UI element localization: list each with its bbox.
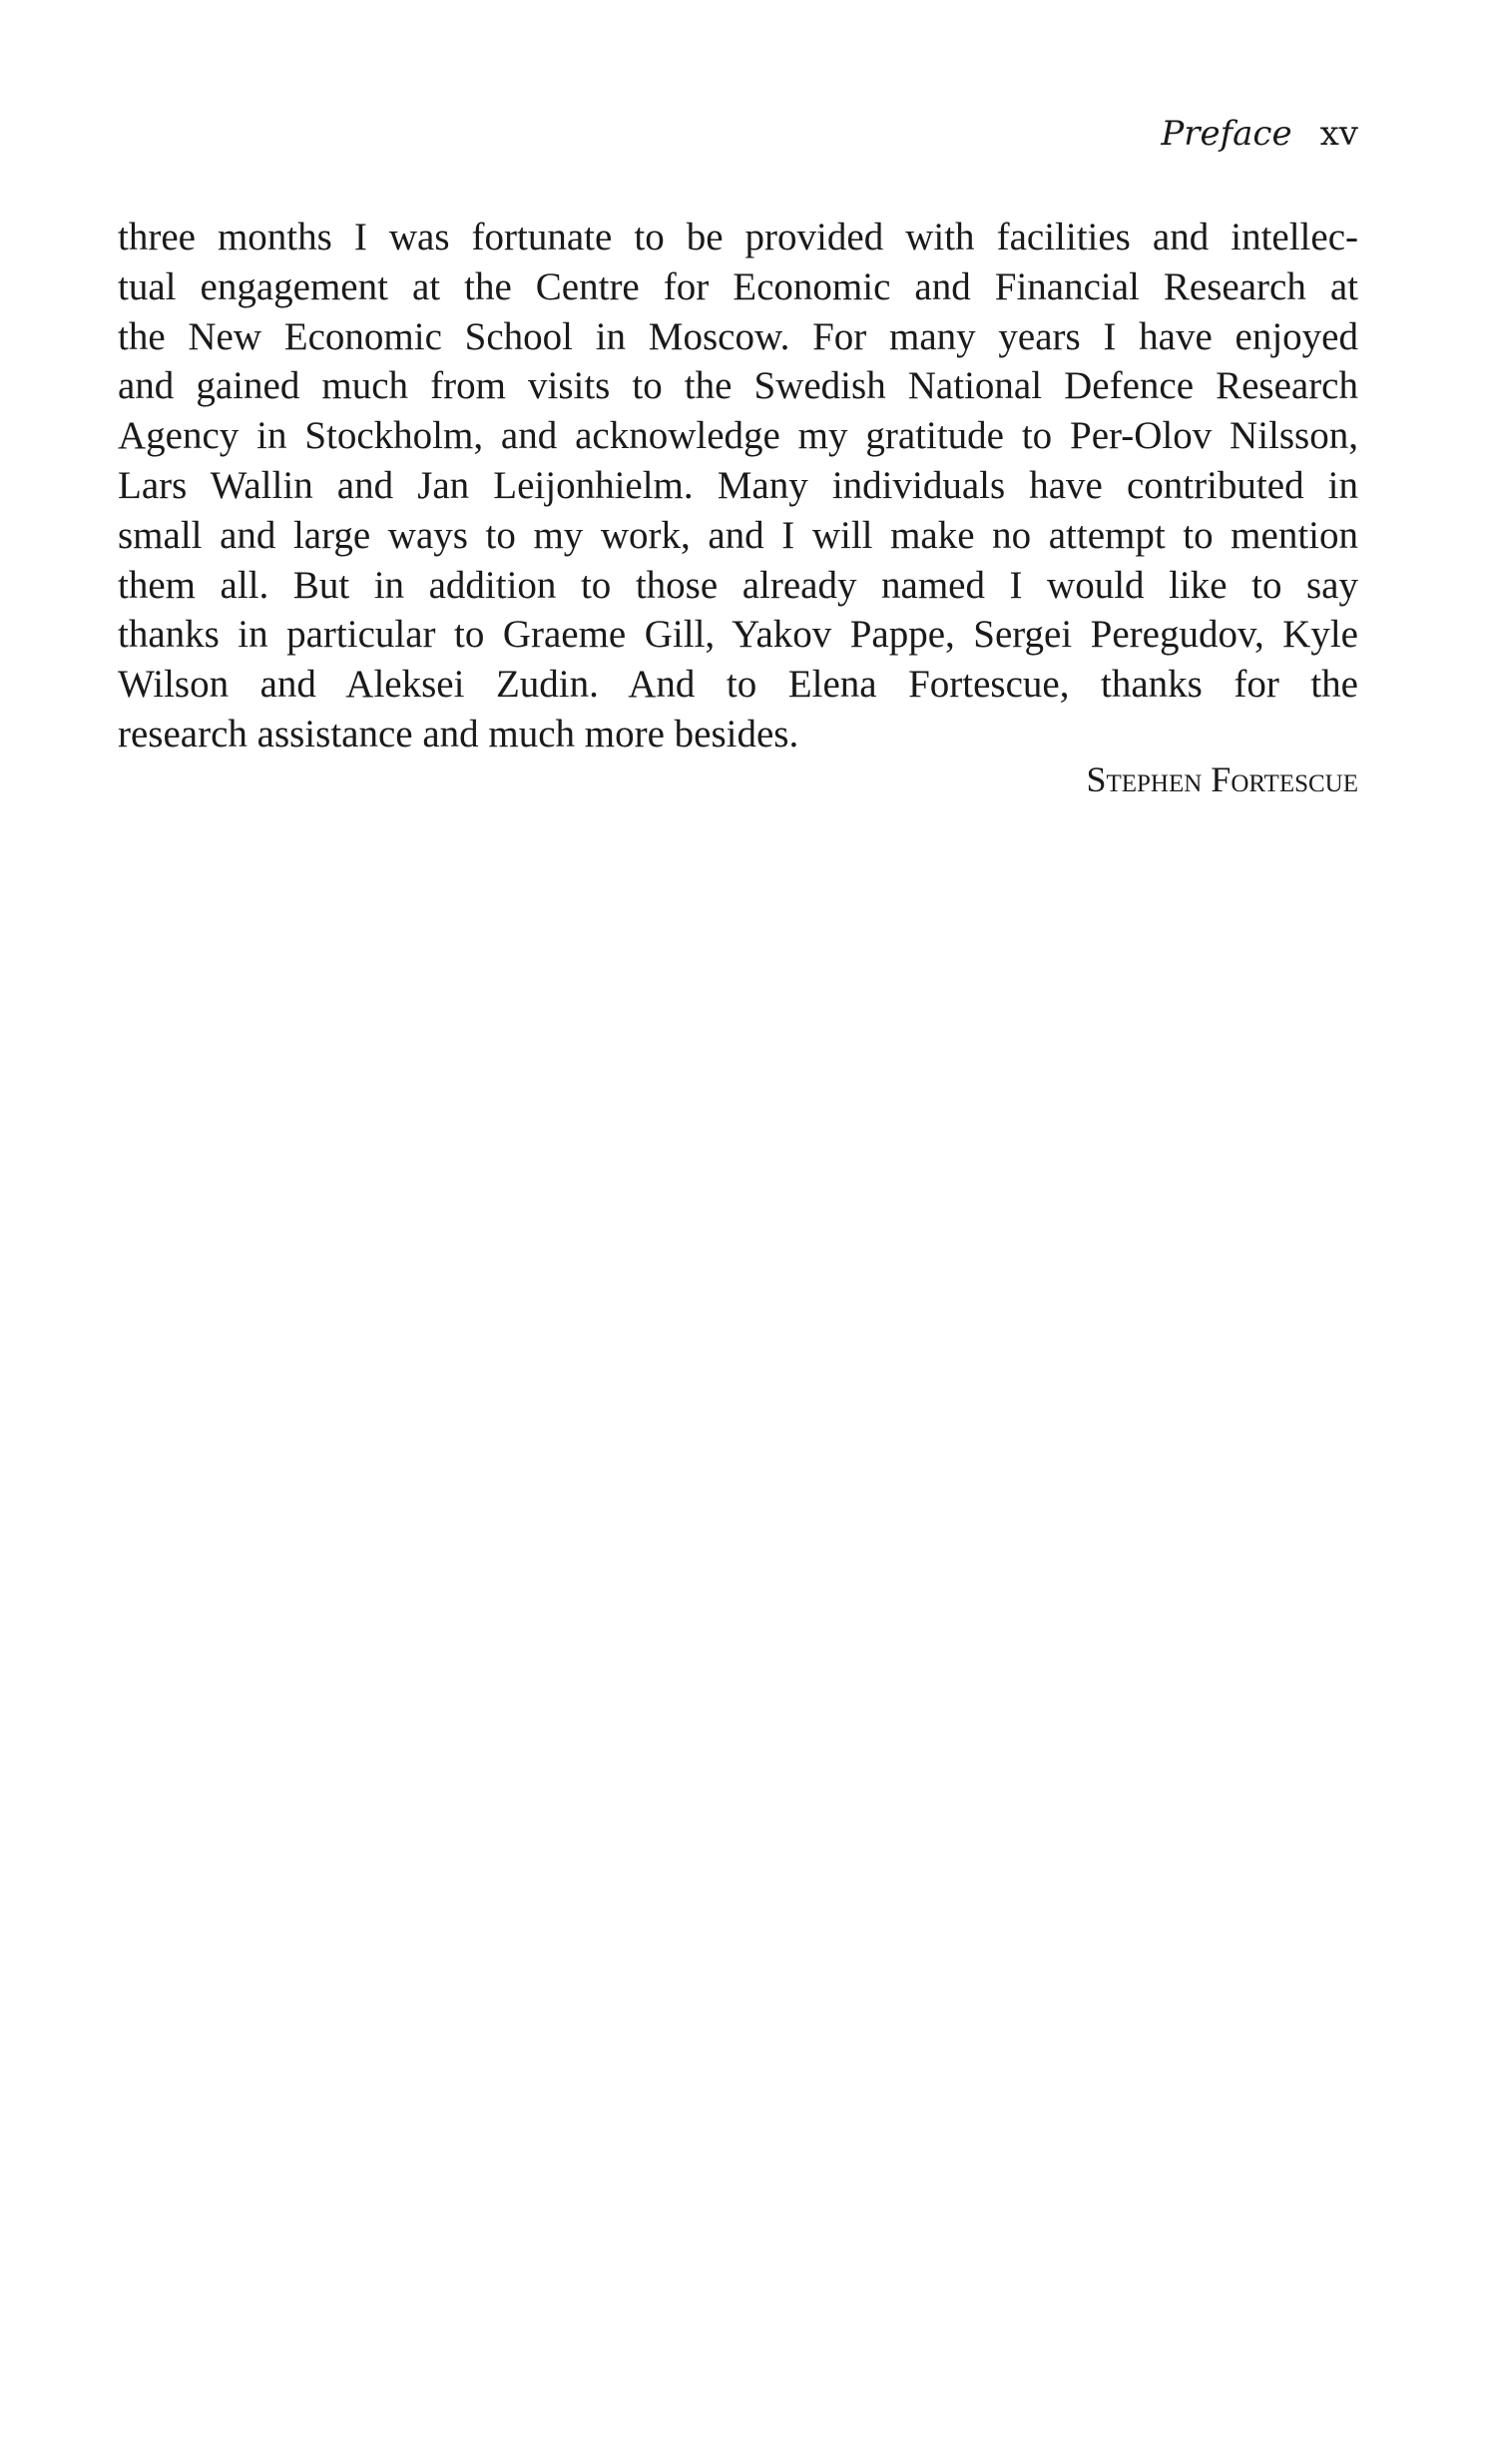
page-number: xv [1319, 114, 1358, 154]
paragraph-line: Wilson and Aleksei Zudin. And to Elena Fortescue, thanks for the [118, 663, 1358, 707]
paragraph-line: small and large ways to my work, and I will make no attempt to mention [118, 513, 1358, 557]
paragraph-line: thanks in particular to Graeme Gill, Yakov Pappe, Sergei Peregudov, Kyle [118, 613, 1358, 657]
paragraph-line: them all. But in addition to those already named I would like to say [118, 563, 1358, 607]
paragraph-line: Lars Wallin and Jan Leijonhielm. Many individuals have contributed in [118, 463, 1358, 507]
paragraph-line: Agency in Stockholm, and acknowledge my gratitude to Per-Olov Nilsson, [118, 414, 1358, 458]
paragraph-line: the New Economic School in Moscow. For many years I have enjoyed [118, 314, 1358, 358]
running-head-section: Preface [1161, 114, 1292, 154]
paragraph-line: research assistance and much more besides. [118, 712, 799, 755]
running-head [1161, 112, 1358, 156]
paragraph-line: and gained much from visits to the Swedish National Defence Research [118, 364, 1358, 408]
paragraph-line: tual engagement at the Centre for Economic and Financial Research at [118, 264, 1358, 308]
paragraph-line: three months I was fortunate to be provided with facilities and intellec- [118, 216, 1358, 258]
author-signature: Stephen Fortescue [1086, 759, 1358, 799]
preface-paragraph [118, 213, 1358, 759]
